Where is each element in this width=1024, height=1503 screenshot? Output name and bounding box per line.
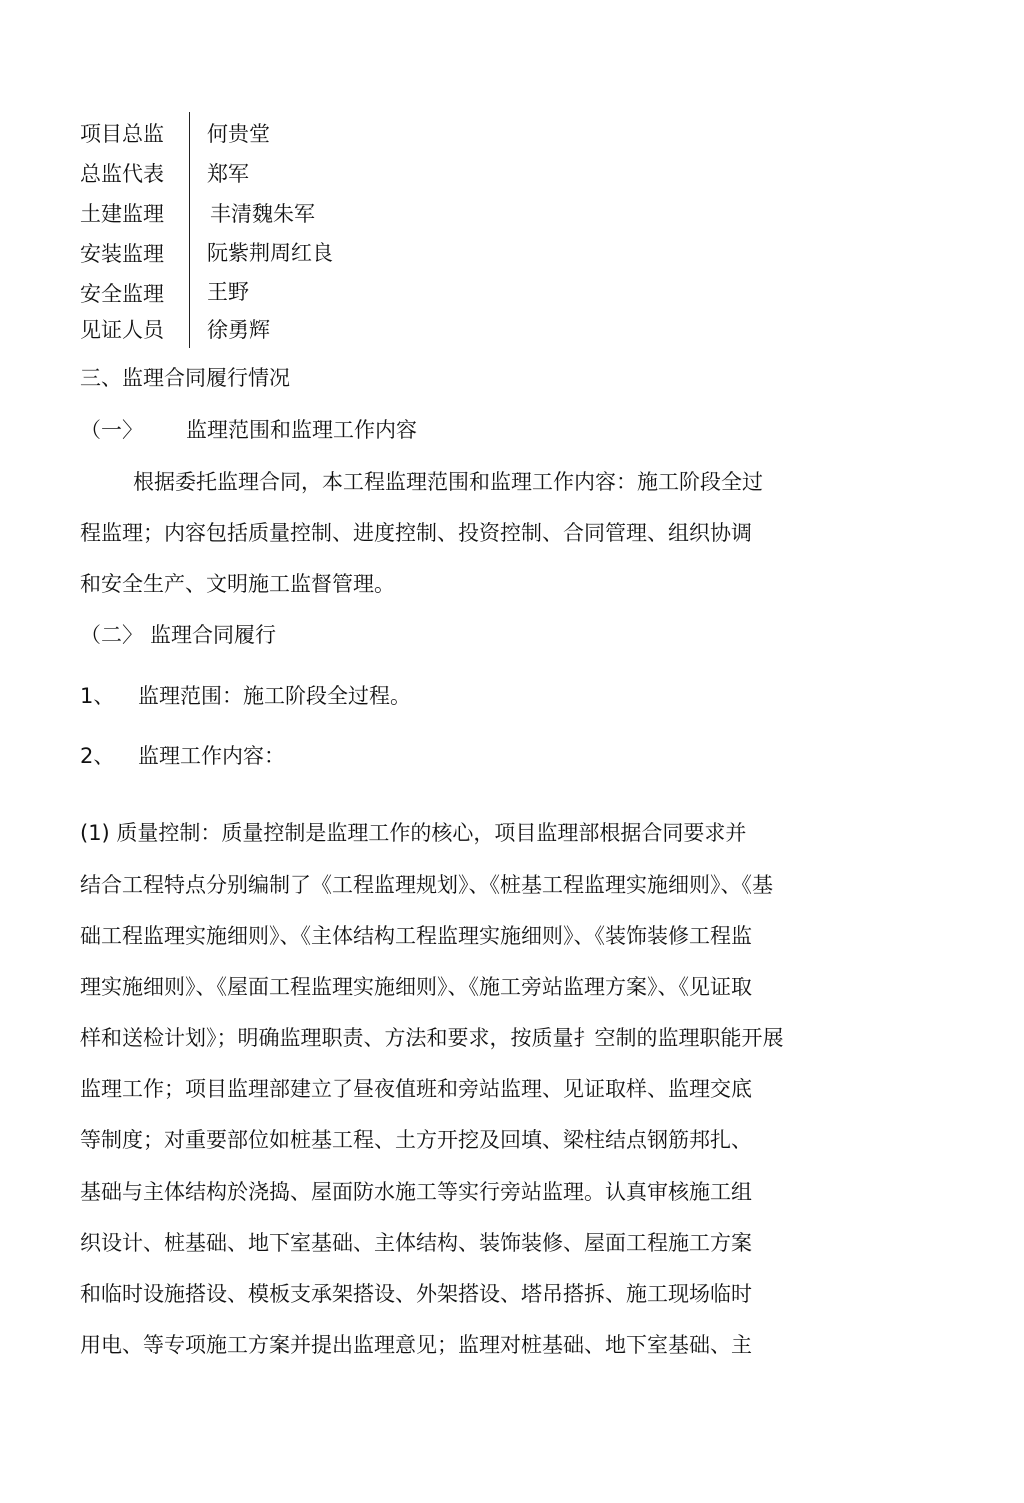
paragraph-line: (1) 质量控制：质量控制是监理工作的核心，项目监理部根据合同要求并: [80, 821, 747, 845]
list-item-text: 监理范围：施工阶段全过程。: [138, 684, 411, 708]
role-label: 安装监理: [80, 242, 164, 266]
paragraph-line: 基础与主体结构於浇捣、屋面防水施工等实行旁站监理。认真审核施工组: [80, 1180, 752, 1204]
list-item-text: 监理工作内容：: [138, 744, 285, 768]
role-label: 土建监理: [80, 202, 164, 226]
role-label: 安全监理: [80, 282, 164, 306]
table-divider: [189, 112, 190, 348]
staff-name: 何贵堂: [207, 122, 270, 146]
role-label: 总监代表: [80, 162, 164, 186]
subsection-title: 监理合同履行: [150, 623, 276, 647]
section-heading: 三、监理合同履行情况: [80, 366, 290, 390]
subsection-number: （二〉: [80, 623, 143, 647]
staff-name: 徐勇辉: [207, 318, 270, 342]
subsection-title: 监理范围和监理工作内容: [186, 418, 417, 442]
paragraph-line: 等制度；对重要部位如桩基工程、土方开挖及回填、梁柱结点钢筋邦扎、: [80, 1128, 752, 1152]
paragraph-line: 程监理；内容包括质量控制、进度控制、投资控制、合同管理、组织协调: [80, 521, 752, 545]
paragraph-line: 础工程监理实施细则》、《主体结构工程监理实施细则》、《装饰装修工程监: [80, 924, 752, 948]
staff-name: 阮紫荆周红良: [207, 241, 333, 265]
paragraph-line: 结合工程特点分别编制了《工程监理规划》、《桩基工程监理实施细则》、《基: [80, 873, 773, 897]
paragraph-line: 监理工作；项目监理部建立了昼夜值班和旁站监理、见证取样、监理交底: [80, 1077, 752, 1101]
paragraph-line: 理实施细则》、《屋面工程监理实施细则》、《施工旁站监理方案》、《见证取: [80, 975, 752, 999]
role-label: 见证人员: [80, 318, 164, 342]
list-item-number: 2、: [80, 744, 115, 768]
paragraph-line: 和临时设施搭设、模板支承架搭设、外架搭设、塔吊搭拆、施工现场临时: [80, 1282, 752, 1306]
staff-name: 王野: [207, 280, 249, 304]
paragraph-line: 根据委托监理合同，本工程监理范围和监理工作内容：施工阶段全过: [133, 470, 763, 494]
staff-name: 郑军: [207, 162, 249, 186]
staff-name: 丰清魏朱军: [210, 202, 315, 226]
paragraph-line: 样和送检计划》；明确监理职责、方法和要求，按质量扌空制的监理职能开展: [80, 1026, 784, 1050]
paragraph-line: 织设计、桩基础、地下室基础、主体结构、装饰装修、屋面工程施工方案: [80, 1231, 752, 1255]
paragraph-line: 用电、等专项施工方案并提出监理意见；监理对桩基础、地下室基础、主: [80, 1333, 752, 1357]
paragraph-line: 和安全生产、文明施工监督管理。: [80, 572, 395, 596]
role-label: 项目总监: [80, 122, 164, 146]
list-item-number: 1、: [80, 684, 115, 708]
subsection-number: （一〉: [80, 418, 143, 442]
